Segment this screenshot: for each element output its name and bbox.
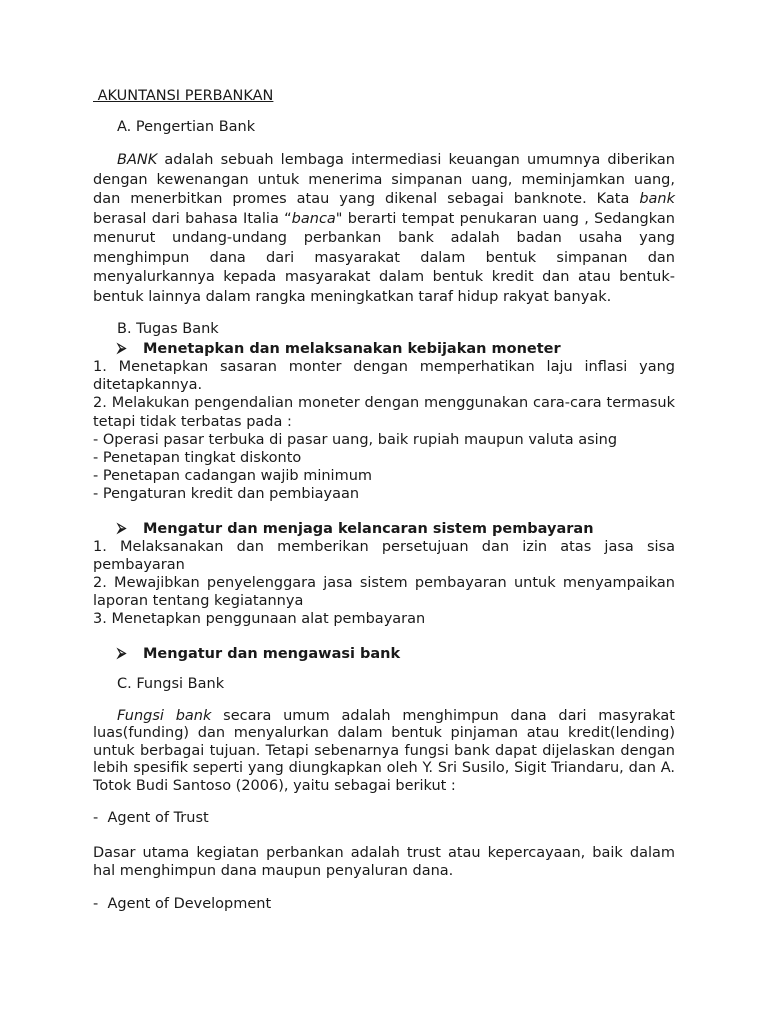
document-body bbox=[93, 85, 675, 914]
bank-definition-paragraph bbox=[93, 151, 675, 307]
agent-of-trust-item: - Agent of Trust bbox=[93, 810, 209, 827]
definition-text-2: berasal dari bahasa Italia “ bbox=[93, 210, 292, 227]
bank-term: BANK bbox=[117, 152, 158, 168]
subsection-monetary-policy-heading bbox=[93, 340, 675, 358]
banca-word: banca" bbox=[291, 210, 343, 227]
list-item: - Penetapan tingkat diskonto bbox=[93, 450, 302, 467]
monetary-policy-list bbox=[93, 358, 675, 504]
arrow-right-bullet-icon: ⮚ bbox=[117, 341, 127, 356]
bank-function-paragraph bbox=[93, 708, 675, 796]
subsection-bank-supervision-label: Mengatur dan mengawasi bank bbox=[143, 645, 401, 662]
subsection-payment-system-label: Mengatur dan menjaga kelancaran sistem pembayaran bbox=[143, 520, 594, 537]
agent-of-development-item: - Agent of Development bbox=[93, 896, 272, 913]
list-item: - Operasi pasar terbuka di pasar uang, baik rupiah maupun valuta asing bbox=[93, 431, 618, 448]
list-item: 2. Mewajibkan penyelenggara jasa sistem pembayaran untuk menyampaikan laporan tentang kegiatannya bbox=[93, 575, 675, 610]
list-item: 1. Melaksanakan dan memberikan persetujuan dan izin atas jasa sisa pembayaran bbox=[93, 538, 675, 573]
list-item: 1. Menetapkan sasaran monter dengan memperhatikan laju inflasi yang ditetapkannya. bbox=[93, 359, 675, 394]
section-a-heading: A. Pengertian Bank bbox=[117, 119, 256, 135]
bank-word: bank bbox=[639, 191, 675, 207]
function-text: secara umum adalah menghimpun dana dari masyrakat luas(funding) dan menyalurkan dalam bentuk pinjaman atau kredit(lending) untuk berbagai tujuan. Tetapi sebenarnya fungsi bank dapat dijelaskan dengan lebih spesifik seperti yang diungkapkan oleh Y. Sri Susilo, Sigit Triandaru, dan A. Totok Budi Santoso (2006), yaitu sebagai berikut : bbox=[93, 707, 675, 794]
subsection-payment-system-heading bbox=[93, 520, 675, 538]
document-title: AKUNTANSI PERBANKAN bbox=[93, 88, 274, 104]
list-item: - Pengaturan kredit dan pembiayaan bbox=[93, 486, 360, 503]
subsection-monetary-policy-label: Menetapkan dan melaksanakan kebijakan moneter bbox=[143, 341, 561, 357]
subsection-bank-supervision-heading bbox=[93, 645, 675, 663]
definition-text-3: berarti tempat penukaran uang , Sedangkan menurut undang-undang perbankan bank adalah badan usaha yang menghimpun dana dari masyarakat dalam bentuk simpanan dan menyalurkannya kepada masyarakat dalam bentuk kredit dan atau bentuk-bentuk lainnya dalam rangka meningkatkan taraf hidup rakyat banyak. bbox=[93, 210, 675, 305]
section-c-heading: C. Fungsi Bank bbox=[117, 675, 225, 692]
arrow-right-bullet-icon: ⮚ bbox=[117, 520, 127, 536]
list-item: 2. Melakukan pengendalian moneter dengan menggunakan cara-cara termasuk tetapi tidak terbatas pada : bbox=[93, 395, 675, 430]
definition-text-1: adalah sebuah lembaga intermediasi keuangan umumnya diberikan dengan kewenangan untuk menerima simpanan uang, meminjamkan uang, dan menerbitkan promes atau yang dikenal sebagai banknote. Kata bbox=[93, 152, 675, 207]
payment-system-list bbox=[93, 538, 675, 629]
list-item: - Penetapan cadangan wajib minimum bbox=[93, 468, 373, 485]
fungsi-bank-term: Fungsi bank bbox=[117, 707, 212, 724]
arrow-right-bullet-icon: ⮚ bbox=[117, 645, 127, 661]
list-item: 3. Menetapkan penggunaan alat pembayaran bbox=[93, 611, 426, 628]
agent-of-trust-paragraph: Dasar utama kegiatan perbankan adalah trust atau kepercayaan, baik dalam hal menghimpun dana maupun penyaluran dana. bbox=[93, 845, 675, 880]
section-b-heading: B. Tugas Bank bbox=[117, 321, 219, 337]
